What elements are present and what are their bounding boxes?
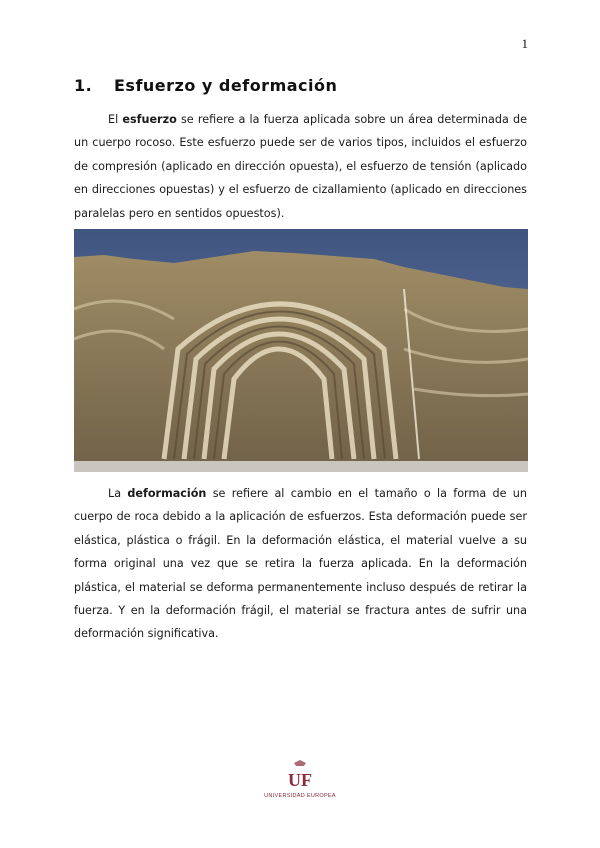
paragraph-esfuerzo [74, 108, 527, 225]
p2-before: La [108, 487, 128, 500]
section-heading [74, 76, 337, 95]
p1-before: El [108, 113, 123, 126]
paragraph-deformacion [74, 482, 527, 646]
logo-caption: UNIVERSIDAD EUROPEA [264, 793, 336, 799]
rock-fold-photo [74, 229, 528, 472]
term-esfuerzo: esfuerzo [122, 113, 177, 126]
p1-after: se refiere a la fuerza aplicada sobre un área determinada de un cuerpo rocoso. Este esfuerzo puede ser de varios tipos, incluidos el esfuerzo de compresión (aplicado en dirección opuesta), el esfuerzo de tensión (aplicado en direcciones opuestas) y el esfuerzo de cizallamiento (aplicado en direcciones paralelas pero en sentidos opuestos). [74, 113, 528, 220]
term-deformacion: deformación [127, 487, 207, 500]
section-title: Esfuerzo y deformación [114, 76, 338, 95]
p2-after: se refiere al cambio en el tamaño o la forma de un cuerpo de roca debido a la aplicación de esfuerzos. Esta deformación puede ser elástica, plástica o frágil. En la deformación elástica, el material vuelve a su forma original una vez que se retira la fuerza aplicada. En la deformación plástica, el material se deforma permanentemente incluso después de retirar la fuerza. Y en la deformación frágil, el material se fractura antes de sufrir una deformación significativa. [74, 487, 527, 641]
logo-monogram: UF [288, 770, 312, 790]
university-logo [260, 760, 340, 800]
logo-emblem-icon [280, 760, 320, 790]
section-number: 1. [74, 76, 93, 95]
page-number: 1 [521, 36, 528, 51]
